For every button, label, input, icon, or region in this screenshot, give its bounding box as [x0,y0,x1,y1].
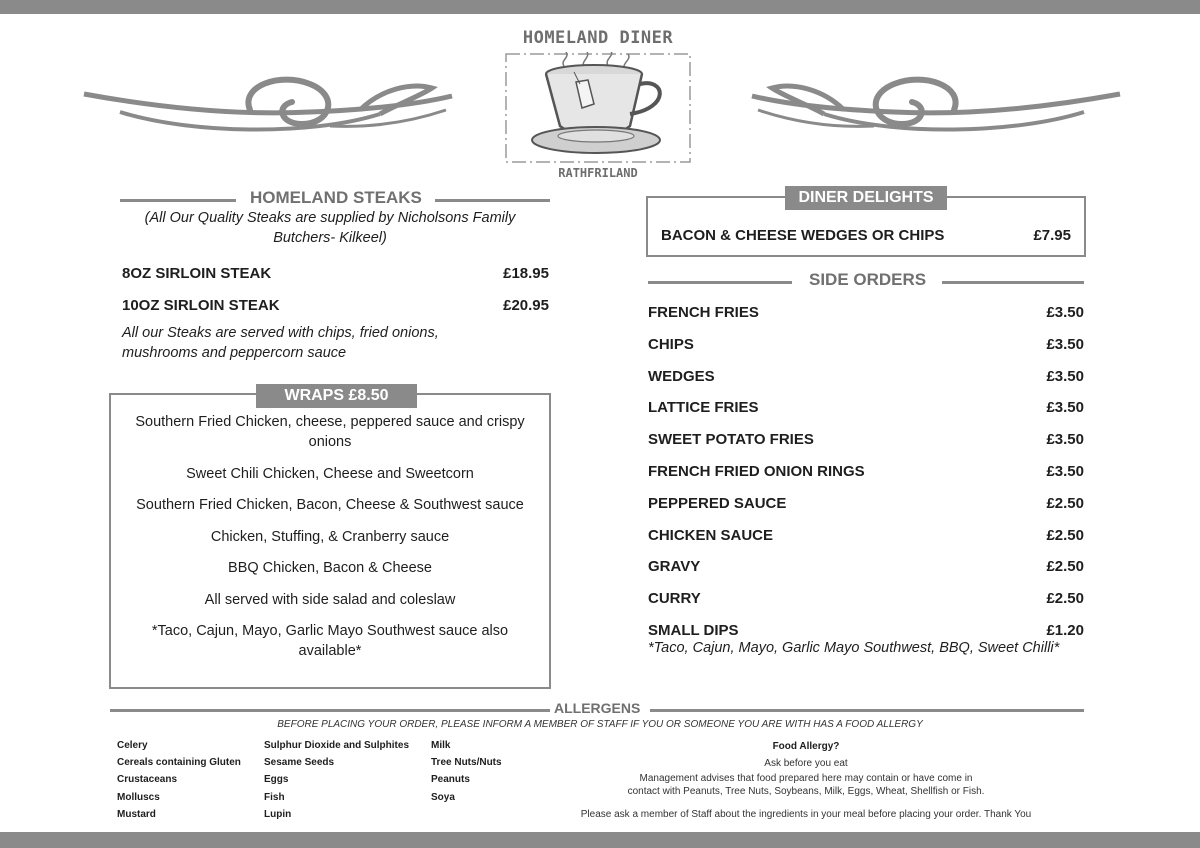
allergen-list-col1 [117,737,241,823]
side-order-price: £3.50 [1046,462,1084,480]
side-order-price: £1.20 [1046,621,1084,639]
allergen-item: Milk [431,740,451,751]
food-allergy-line: contact with Peanuts, Tree Nuts, Soybeans, Milk, Eggs, Wheat, Shellfish or Fish. [627,786,985,797]
wrap-item: Sweet Chili Chicken, Cheese and Sweetcorn [186,465,474,482]
side-order-price: £2.50 [1046,526,1084,544]
steak-item-name: 8OZ SIRLOIN STEAK [122,265,272,282]
side-order-price: £2.50 [1046,494,1084,512]
side-order-price: £2.50 [1046,558,1084,576]
side-order-item [648,366,1084,398]
allergen-list-col3 [431,737,502,806]
allergen-item: Cereals containing Gluten [117,757,241,769]
side-order-name: LATTICE FRIES [648,399,759,417]
wraps-heading: WRAPS £8.50 [256,384,417,408]
wrap-item: Southern Fried Chicken, cheese, peppered sauce and crispy onions [135,414,525,450]
allergen-item: Sesame Seeds [264,757,335,769]
side-order-name: FRENCH FRIED ONION RINGS [648,462,865,480]
side-order-item [648,461,1084,493]
steaks-serve-line2: mushrooms and peppercorn sauce [122,345,347,361]
allergen-item: Mustard [117,808,156,820]
steaks-note-line1: (All Our Quality Steaks are supplied by Nicholsons Family [144,210,516,226]
diner-logo [500,26,696,186]
steak-item-price: £20.95 [503,297,549,314]
side-order-name: SWEET POTATO FRIES [648,431,814,449]
steaks-serve-line1: All our Steaks are served with chips, fried onions, [122,325,439,341]
side-order-price: £3.50 [1046,431,1084,449]
allergen-intro: BEFORE PLACING YOUR ORDER, PLEASE INFORM A MEMBER OF STAFF IF YOU OR SOMEONE YOU ARE WITH HAS A FOOD ALLERGY [277,719,923,730]
side-order-name: GRAVY [648,558,701,576]
right-flourish-ornament [744,66,1124,146]
food-allergy-line: Ask before you eat [764,758,848,769]
allergen-item: Peanuts [431,774,470,786]
diner-delights-item-price: £7.95 [1033,227,1071,244]
allergens-heading-label: ALLERGENS [554,700,641,716]
dips-flavours-note: *Taco, Cajun, Mayo, Garlic Mayo Southwest, BBQ, Sweet Chilli* [648,640,1060,656]
food-allergy-notice [540,738,1072,823]
diner-delights-item-name: BACON & CHEESE WEDGES OR CHIPS [661,227,945,244]
allergen-item: Soya [431,791,455,803]
wrap-item: Southern Fried Chicken, Bacon, Cheese & Southwest sauce [136,497,524,513]
side-order-name: SMALL DIPS [648,621,739,639]
side-order-item [648,493,1084,525]
wrap-served-note: All served with side salad and coleslaw [204,591,456,608]
side-order-item [648,429,1084,461]
side-order-name: CHIPS [648,335,694,353]
wrap-item: Chicken, Stuffing, & Cranberry sauce [210,528,450,545]
wrap-item: BBQ Chicken, Bacon & Cheese [228,560,432,576]
steaks-heading-label: HOMELAND STEAKS [250,188,422,207]
steaks-supplier-note [120,208,540,248]
wraps-list [130,412,530,673]
logo-title: HOMELAND DINER [522,28,674,48]
allergen-item: Crustaceans [117,774,178,786]
side-order-item [648,302,1084,334]
top-border-bar [0,0,1200,14]
food-allergy-line: Management advises that food prepared here may contain or have come in [639,773,973,784]
allergen-list-col2 [264,737,409,823]
side-order-price: £3.50 [1046,367,1084,385]
allergen-item: Eggs [264,774,289,786]
steaks-served-with-note [122,323,542,363]
food-allergy-title: Food Allergy? [772,741,840,752]
steaks-note-line2: Butchers- Kilkeel) [273,230,387,246]
diner-delights-heading: DINER DELIGHTS [785,186,947,210]
steak-item-price: £18.95 [503,265,549,282]
side-orders-heading-label: SIDE ORDERS [809,270,927,289]
allergen-item: Sulphur Dioxide and Sulphites [264,740,410,751]
coffee-cup-icon [504,52,692,164]
side-order-item [648,588,1084,620]
left-flourish-ornament [80,66,460,146]
side-order-name: CHICKEN SAUCE [648,526,774,544]
bottom-border-bar [0,832,1200,848]
side-order-price: £3.50 [1046,335,1084,353]
side-orders-list [648,302,1084,652]
side-order-item [648,556,1084,588]
side-order-name: WEDGES [648,367,715,385]
side-order-item [648,334,1084,366]
food-allergy-line: Please ask a member of Staff about the ingredients in your meal before placing your order. Thank You [580,809,1032,820]
side-order-price: £3.50 [1046,304,1084,321]
side-order-price: £2.50 [1046,590,1084,608]
logo-location: RATHFRILAND [558,166,638,180]
steak-item-name: 10OZ SIRLOIN STEAK [122,297,280,314]
steak-item [122,297,549,314]
diner-delights-item [661,227,1071,244]
side-order-name: FRENCH FRIES [648,304,759,321]
side-order-price: £3.50 [1046,399,1084,417]
allergen-item: Lupin [264,808,292,820]
wrap-sauce-note: *Taco, Cajun, Mayo, Garlic Mayo Southwest sauce also available* [151,623,509,659]
side-order-item [648,525,1084,557]
allergen-item: Tree Nuts/Nuts [431,757,502,769]
allergen-item: Molluscs [117,791,160,803]
side-order-name: CURRY [648,590,701,608]
side-order-name: PEPPERED SAUCE [648,494,787,512]
steak-item [122,265,549,282]
allergen-item: Celery [117,740,148,751]
allergen-item: Fish [264,791,285,803]
side-orders-heading [648,270,1084,294]
side-order-item [648,397,1084,429]
